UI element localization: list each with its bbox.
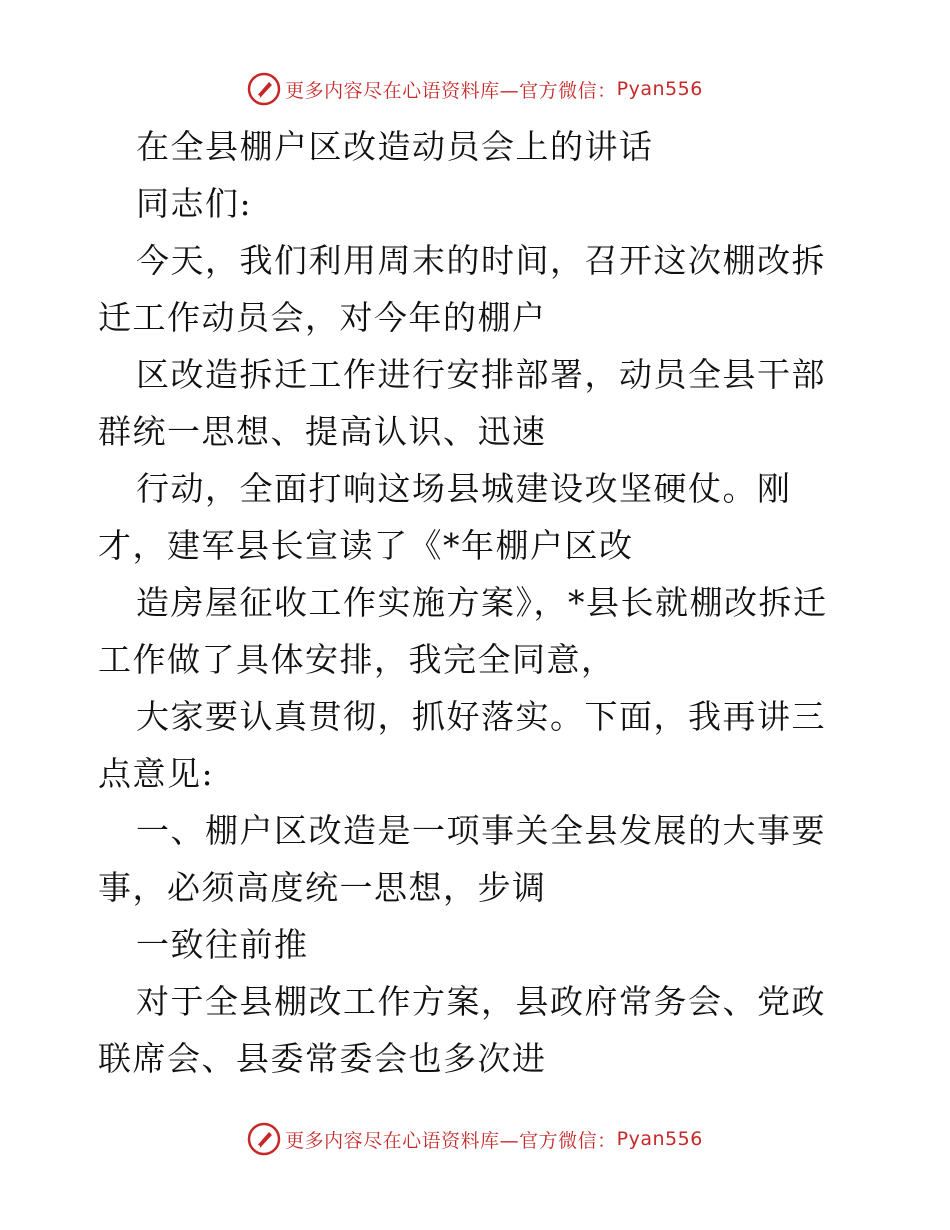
- watermark-wechat-id: Pyan556: [616, 78, 703, 100]
- paragraph: 大家要认真贯彻，抓好落实。下面，我再讲三点意见:: [98, 697, 826, 793]
- pen-nib-icon: [247, 1122, 281, 1156]
- watermark-wechat-id: Pyan556: [616, 1128, 703, 1150]
- section-heading-continued: 一致往前推: [136, 925, 309, 964]
- paragraph: 行动，全面打响这场县城建设攻坚硬仗。刚才，建军县长宣读了《*年棚户区改: [98, 469, 792, 565]
- salutation: 同志们:: [136, 184, 253, 223]
- pen-nib-icon: [247, 72, 281, 106]
- paragraph: 对于全县棚改工作方案，县政府常务会、党政联席会、县委常委会也多次进: [98, 982, 826, 1078]
- document-body: [0, 118, 950, 1087]
- document-title: 在全县棚户区改造动员会上的讲话: [136, 127, 654, 166]
- watermark-banner-top: [0, 72, 950, 106]
- paragraph: 区改造拆迁工作进行安排部署，动员全县干部群统一思想、提高认识、迅速: [98, 355, 826, 451]
- section-heading: 一、棚户区改造是一项事关全县发展的大事要事，必须高度统一思想，步调: [98, 811, 826, 907]
- paragraph: 今天，我们利用周末的时间，召开这次棚改拆迁工作动员会，对今年的棚户: [98, 241, 826, 337]
- watermark-banner-bottom: [0, 1122, 950, 1156]
- paragraph: 造房屋征收工作实施方案》，*县长就棚改拆迁工作做了具体安排，我完全同意，: [98, 583, 828, 679]
- watermark-text: 更多内容尽在心语资料库—官方微信：: [285, 1129, 617, 1152]
- watermark-text: 更多内容尽在心语资料库—官方微信：: [285, 79, 617, 102]
